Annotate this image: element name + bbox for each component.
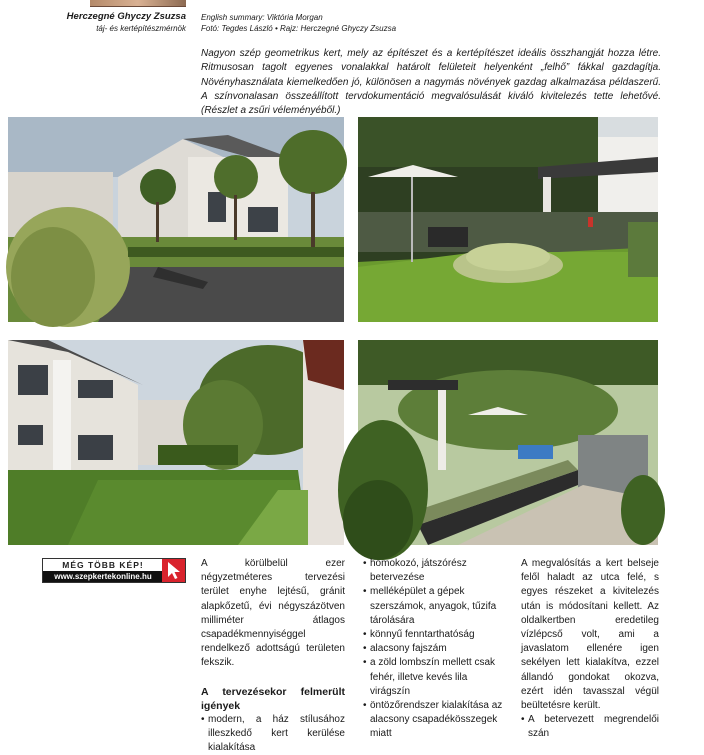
text-column-2 <box>363 557 506 742</box>
list-item: • melléképület a gépek szerszámok, anyagok, tűzifa tárolására <box>363 585 506 628</box>
photo-pergola-bed <box>358 340 658 545</box>
photo-house-front <box>8 117 344 322</box>
banner-url[interactable]: www.szepkertekonline.hu <box>43 571 163 582</box>
column-paragraph: A megvalósítás a kert belseje felől haladt az utca felé, s egyes részeket a kivitelezés után is módosítani kellett. Az oldalkertben eredetileg vízlépcső volt, ami a javaslatom ellenére igen sekélyen lett kialakítva, ezzel állandó gondokat okozva, ezért idén tavasszal végül beültetésre került. <box>521 558 659 712</box>
author-name: Herczegné Ghyczy Zsuzsa <box>66 11 186 22</box>
author-portrait <box>90 0 186 7</box>
more-photos-banner[interactable] <box>42 558 186 583</box>
list-item: • modern, a ház stílusához illeszkedő kert kerülése kialakítása <box>201 713 345 755</box>
list-item: • öntözőrendszer kialakítása az alacsony csapadékösszegek miatt <box>363 699 506 742</box>
intro-text: Nagyon szép geometrikus kert, mely az építészet és a kertépítészet ideális összhangját hozza létre. Ritmusosan tagolt egyenes vonalakkal határolt felületeit helyenként „felhő” fákkal gazdagítja. Növényhasználata kiemelkedően jó, különösen a nagymás növények gazdag alkalmazása példaszerű. A színvonalasan összeállított tervdokumentáció megvalósulását kiváló kivitelezés tette lehetővé. (Részlet a zsűri véleményéből.) <box>201 48 661 117</box>
credits <box>201 12 396 34</box>
author-role: táj- és kertépítészmérnök <box>96 24 186 33</box>
banner-title: MÉG TÖBB KÉP! <box>62 560 144 570</box>
requirements-list <box>201 713 345 755</box>
photo-credit: Fotó: Tegdes László • Rajz: Herczegné Ghyczy Zsuzsa <box>201 24 397 33</box>
section-heading: A tervezésekor felmerült igények <box>201 685 345 712</box>
summary-credit: English summary: Viktória Morgan <box>201 13 323 22</box>
list-item: • a zöld lombszín mellett csak fehér, illetve kevés lila virágszín <box>363 656 506 699</box>
list-item: • A betervezett megrendelői szán <box>521 713 659 741</box>
text-column-3 <box>521 557 659 742</box>
author-block <box>67 11 186 35</box>
cursor-arrow-icon <box>162 559 185 582</box>
notes-list <box>521 713 659 741</box>
list-item: • alacsony fajszám <box>363 642 506 656</box>
requirements-list-continued <box>363 557 506 742</box>
photo-terrace-umbrella <box>358 117 658 322</box>
photo-lawn-house <box>8 340 344 545</box>
list-item: • homokozó, játszórész betervezése <box>363 557 506 585</box>
text-column-1 <box>201 557 345 755</box>
column-paragraph: A körülbelül ezer négyzetméteres tervezési terület enyhe lejtésű, gránit alapkőzetű, évi négyszázötven milliméter átlagos csapadékmennyiséggel rendelkező adottságú területen fekszik. <box>201 558 345 669</box>
list-item: • könnyű fenntarthatóság <box>363 628 506 642</box>
